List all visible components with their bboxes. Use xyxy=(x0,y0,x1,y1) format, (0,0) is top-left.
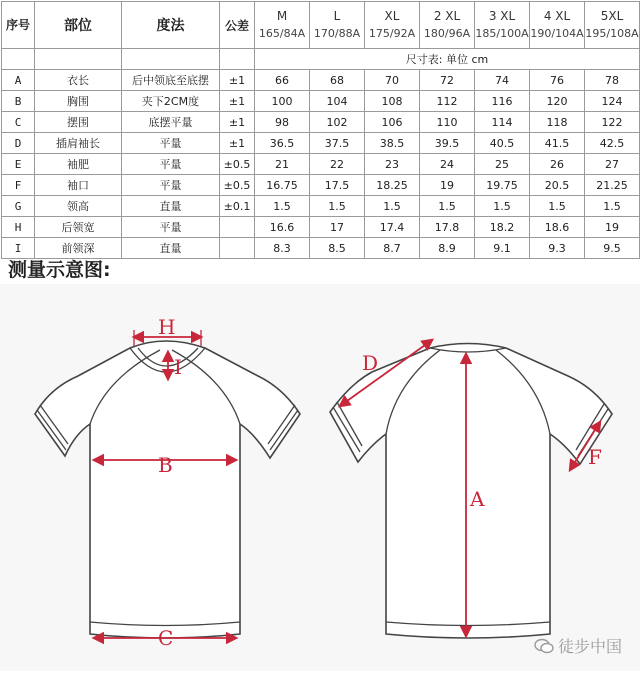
row-tolerance: ±0.5 xyxy=(220,154,255,175)
table-row xyxy=(2,112,640,133)
row-code: H xyxy=(2,217,35,238)
row-value: 68 xyxy=(310,70,365,91)
row-part: 前领深 xyxy=(35,238,122,259)
row-value: 100 xyxy=(255,91,310,112)
header-row xyxy=(2,2,640,49)
row-value: 37.5 xyxy=(310,133,365,154)
row-value: 19.75 xyxy=(475,175,530,196)
label-h: H xyxy=(158,315,176,339)
row-value: 1.5 xyxy=(420,196,475,217)
label-a: A xyxy=(470,487,485,511)
size-spec: 185/100A xyxy=(475,27,529,40)
row-value: 70 xyxy=(365,70,420,91)
size-name: XL xyxy=(384,9,400,23)
row-part: 领高 xyxy=(35,196,122,217)
row-value: 20.5 xyxy=(530,175,585,196)
row-value: 1.5 xyxy=(310,196,365,217)
label-f: F xyxy=(588,445,602,469)
row-value: 21.25 xyxy=(585,175,640,196)
row-code: A xyxy=(2,70,35,91)
row-value: 42.5 xyxy=(585,133,640,154)
row-tolerance: ±1 xyxy=(220,112,255,133)
size-name: L xyxy=(333,9,341,23)
table-row xyxy=(2,217,640,238)
row-value: 8.5 xyxy=(310,238,365,259)
header-part: 部位 xyxy=(35,2,122,49)
size-name: 5XL xyxy=(600,9,624,23)
row-value: 112 xyxy=(420,91,475,112)
table-row xyxy=(2,175,640,196)
table-row xyxy=(2,154,640,175)
row-value: 16.6 xyxy=(255,217,310,238)
row-value: 22 xyxy=(310,154,365,175)
row-part: 袖肥 xyxy=(35,154,122,175)
row-method: 底摆平量 xyxy=(122,112,220,133)
unit-blank xyxy=(2,49,35,70)
size-spec: 190/104A xyxy=(530,27,584,40)
size-spec: 180/96A xyxy=(423,27,471,40)
row-part: 插肩袖长 xyxy=(35,133,122,154)
row-value: 1.5 xyxy=(475,196,530,217)
row-value: 18.2 xyxy=(475,217,530,238)
row-value: 66 xyxy=(255,70,310,91)
row-value: 74 xyxy=(475,70,530,91)
size-chart-table xyxy=(1,1,640,259)
row-method: 平量 xyxy=(122,133,220,154)
row-value: 78 xyxy=(585,70,640,91)
unit-row xyxy=(2,49,640,70)
row-value: 19 xyxy=(420,175,475,196)
row-value: 24 xyxy=(420,154,475,175)
row-code: G xyxy=(2,196,35,217)
row-method: 夹下2CM度 xyxy=(122,91,220,112)
header-size xyxy=(475,2,530,49)
row-method: 平量 xyxy=(122,175,220,196)
row-value: 104 xyxy=(310,91,365,112)
row-part: 袖口 xyxy=(35,175,122,196)
size-name: 2 XL xyxy=(433,9,461,23)
table-row xyxy=(2,70,640,91)
row-method: 直量 xyxy=(122,238,220,259)
row-value: 18.25 xyxy=(365,175,420,196)
header-size xyxy=(255,2,310,49)
row-value: 40.5 xyxy=(475,133,530,154)
row-value: 8.9 xyxy=(420,238,475,259)
row-value: 110 xyxy=(420,112,475,133)
label-c: C xyxy=(158,626,174,650)
unit-blank xyxy=(35,49,122,70)
measurement-diagram xyxy=(0,284,640,671)
size-spec: 170/88A xyxy=(313,27,361,40)
table-row xyxy=(2,196,640,217)
row-value: 1.5 xyxy=(530,196,585,217)
header-size xyxy=(310,2,365,49)
row-value: 1.5 xyxy=(585,196,640,217)
row-code: C xyxy=(2,112,35,133)
row-value: 76 xyxy=(530,70,585,91)
header-tolerance: 公差 xyxy=(220,2,255,49)
table-row xyxy=(2,91,640,112)
row-value: 16.75 xyxy=(255,175,310,196)
row-value: 122 xyxy=(585,112,640,133)
wechat-icon xyxy=(534,638,554,654)
row-value: 23 xyxy=(365,154,420,175)
label-d: D xyxy=(362,351,379,375)
row-part: 后领宽 xyxy=(35,217,122,238)
row-method: 平量 xyxy=(122,217,220,238)
watermark-text: 徒步中国 xyxy=(557,637,622,656)
row-code: D xyxy=(2,133,35,154)
table-row xyxy=(2,133,640,154)
unit-blank xyxy=(122,49,220,70)
size-spec: 195/108A xyxy=(585,27,639,40)
size-name: M xyxy=(276,9,288,23)
diagram-heading: 测量示意图: xyxy=(8,259,111,281)
row-value: 1.5 xyxy=(365,196,420,217)
row-value: 8.3 xyxy=(255,238,310,259)
row-value: 8.7 xyxy=(365,238,420,259)
row-value: 17.5 xyxy=(310,175,365,196)
row-value: 9.1 xyxy=(475,238,530,259)
row-value: 17.4 xyxy=(365,217,420,238)
row-value: 17 xyxy=(310,217,365,238)
row-tolerance xyxy=(220,217,255,238)
unit-label: 尺寸表: 单位 cm xyxy=(255,49,640,70)
row-value: 27 xyxy=(585,154,640,175)
front-tshirt-outline xyxy=(35,341,300,638)
row-value: 72 xyxy=(420,70,475,91)
row-value: 25 xyxy=(475,154,530,175)
row-value: 17.8 xyxy=(420,217,475,238)
row-tolerance: ±1 xyxy=(220,133,255,154)
row-value: 114 xyxy=(475,112,530,133)
row-tolerance: ±1 xyxy=(220,70,255,91)
row-value: 120 xyxy=(530,91,585,112)
tshirt-diagrams xyxy=(0,284,640,671)
row-value: 98 xyxy=(255,112,310,133)
row-tolerance: ±1 xyxy=(220,91,255,112)
row-value: 19 xyxy=(585,217,640,238)
row-method: 后中领底至底摆 xyxy=(122,70,220,91)
row-method: 直量 xyxy=(122,196,220,217)
row-value: 102 xyxy=(310,112,365,133)
row-tolerance xyxy=(220,238,255,259)
row-part: 衣长 xyxy=(35,70,122,91)
row-value: 9.3 xyxy=(530,238,585,259)
row-code: F xyxy=(2,175,35,196)
row-value: 21 xyxy=(255,154,310,175)
header-size xyxy=(365,2,420,49)
header-method: 度法 xyxy=(122,2,220,49)
row-value: 26 xyxy=(530,154,585,175)
row-value: 38.5 xyxy=(365,133,420,154)
label-b: B xyxy=(158,453,173,477)
row-value: 124 xyxy=(585,91,640,112)
row-value: 1.5 xyxy=(255,196,310,217)
row-value: 106 xyxy=(365,112,420,133)
row-value: 36.5 xyxy=(255,133,310,154)
size-spec: 165/84A xyxy=(258,27,306,40)
row-value: 41.5 xyxy=(530,133,585,154)
unit-blank xyxy=(220,49,255,70)
row-value: 39.5 xyxy=(420,133,475,154)
row-code: E xyxy=(2,154,35,175)
row-value: 118 xyxy=(530,112,585,133)
header-size xyxy=(585,2,640,49)
row-code: B xyxy=(2,91,35,112)
row-part: 胸围 xyxy=(35,91,122,112)
label-i: I xyxy=(174,355,182,379)
row-code: I xyxy=(2,238,35,259)
watermark xyxy=(534,634,622,657)
row-value: 116 xyxy=(475,91,530,112)
row-value: 108 xyxy=(365,91,420,112)
row-tolerance: ±0.1 xyxy=(220,196,255,217)
header-seq: 序号 xyxy=(2,2,35,49)
row-tolerance: ±0.5 xyxy=(220,175,255,196)
row-value: 9.5 xyxy=(585,238,640,259)
header-size xyxy=(530,2,585,49)
row-method: 平量 xyxy=(122,154,220,175)
header-size xyxy=(420,2,475,49)
size-name: 4 XL xyxy=(543,9,571,23)
size-name: 3 XL xyxy=(488,9,516,23)
size-spec: 175/92A xyxy=(368,27,416,40)
row-value: 18.6 xyxy=(530,217,585,238)
row-part: 摆围 xyxy=(35,112,122,133)
